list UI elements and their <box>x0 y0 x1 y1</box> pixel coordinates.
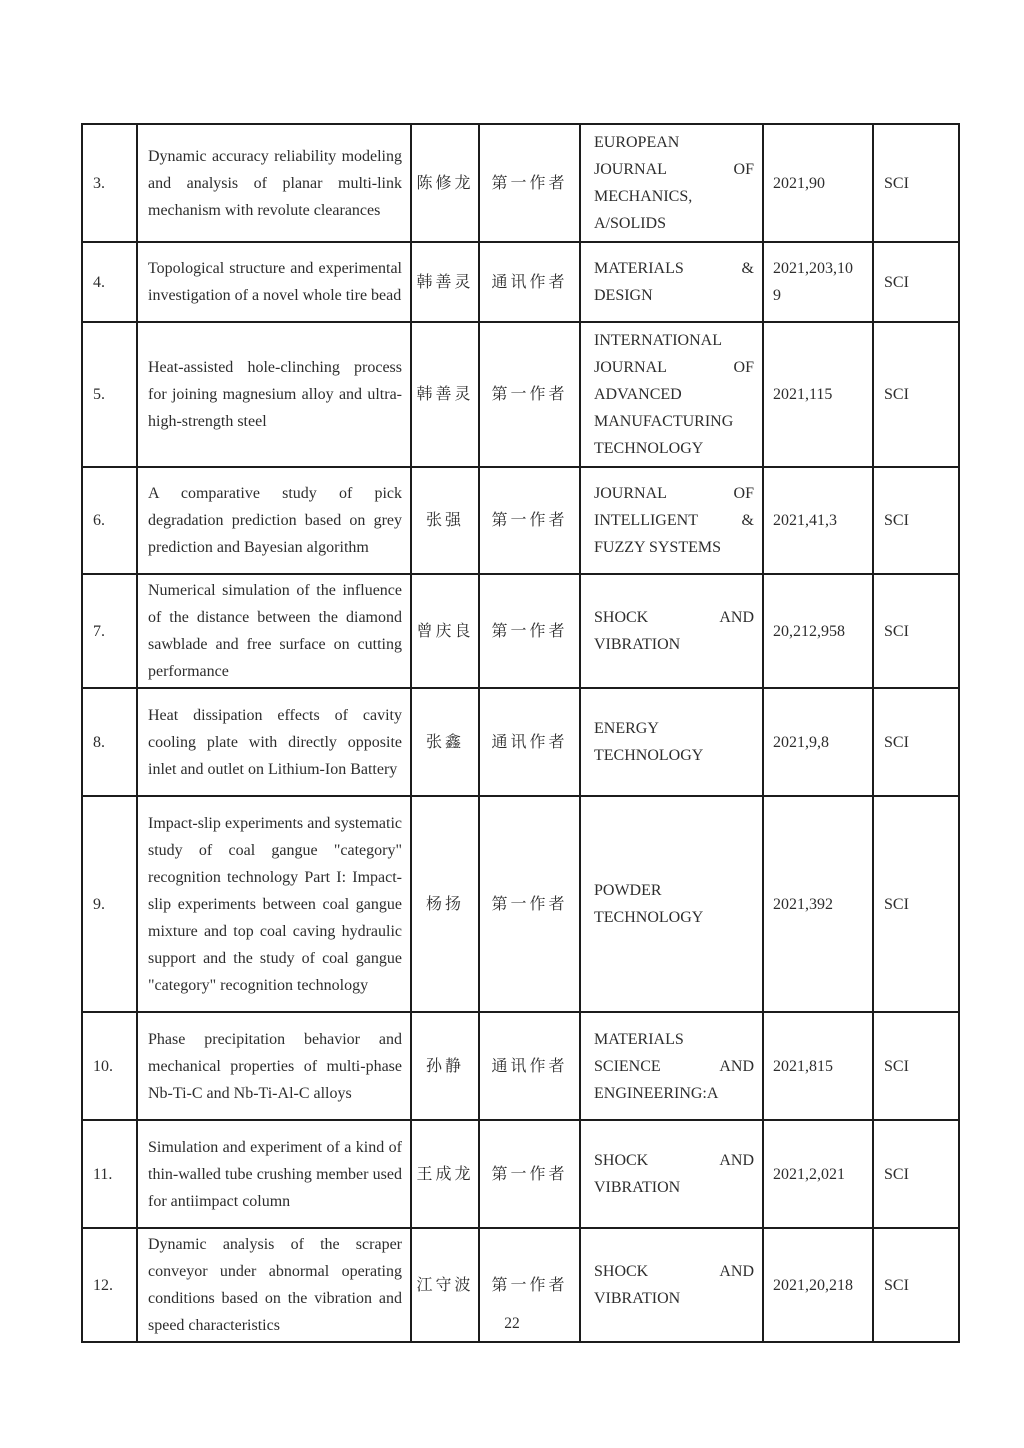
table-row <box>82 688 959 796</box>
row-number-cell: 7. <box>82 574 137 688</box>
row-number-cell: 10. <box>82 1012 137 1120</box>
journal-name-cell: ENERGY TECHNOLOGY <box>580 688 763 796</box>
index-type-cell: SCI <box>873 574 959 688</box>
table-row <box>82 574 959 688</box>
year-volume-cell: 2021,115 <box>763 322 873 467</box>
year-volume-cell: 2021,392 <box>763 796 873 1012</box>
row-number-cell: 9. <box>82 796 137 1012</box>
year-volume-cell: 2021,90 <box>763 124 873 242</box>
row-number-cell: 11. <box>82 1120 137 1228</box>
index-type-cell: SCI <box>873 467 959 574</box>
index-type-cell: SCI <box>873 1012 959 1120</box>
author-role-cell: 通讯作者 <box>479 1012 580 1120</box>
index-type-cell: SCI <box>873 322 959 467</box>
author-name-cell: 韩善灵 <box>411 242 479 322</box>
index-type-cell: SCI <box>873 124 959 242</box>
table-row <box>82 124 959 242</box>
author-role-cell: 第一作者 <box>479 124 580 242</box>
author-role-cell: 第一作者 <box>479 574 580 688</box>
author-name-cell: 曾庆良 <box>411 574 479 688</box>
paper-title-cell: Phase precipitation behavior and mechanical properties of multi-phase Nb-Ti-C and Nb-Ti-Al-C alloys <box>137 1012 411 1120</box>
year-volume-cell: 2021,2,021 <box>763 1120 873 1228</box>
journal-name-cell: POWDER TECHNOLOGY <box>580 796 763 1012</box>
index-type-cell: SCI <box>873 796 959 1012</box>
paper-title-cell: A comparative study of pick degradation prediction based on grey prediction and Bayesian algorithm <box>137 467 411 574</box>
journal-name-cell: SHOCK AND VIBRATION <box>580 1120 763 1228</box>
paper-title-cell: Dynamic accuracy reliability modeling and analysis of planar multi-link mechanism with revolute clearances <box>137 124 411 242</box>
author-name-cell: 孙静 <box>411 1012 479 1120</box>
row-number-cell: 8. <box>82 688 137 796</box>
table-row <box>82 467 959 574</box>
author-name-cell: 韩善灵 <box>411 322 479 467</box>
journal-name-cell: EUROPEAN JOURNAL OF MECHANICS, A/SOLIDS <box>580 124 763 242</box>
paper-title-cell: Dynamic analysis of the scraper conveyor under abnormal operating conditions based on the vibration and speed characteristics <box>137 1228 411 1342</box>
author-role-cell: 第一作者 <box>479 1228 580 1342</box>
row-number-cell: 4. <box>82 242 137 322</box>
year-volume-cell: 2021,9,8 <box>763 688 873 796</box>
author-name-cell: 陈修龙 <box>411 124 479 242</box>
index-type-cell: SCI <box>873 688 959 796</box>
row-number-cell: 3. <box>82 124 137 242</box>
year-volume-cell: 2021,41,3 <box>763 467 873 574</box>
year-volume-cell: 2021,203,109 <box>763 242 873 322</box>
index-type-cell: SCI <box>873 242 959 322</box>
publications-table-body <box>82 124 959 1342</box>
year-volume-cell: 2021,20,218 <box>763 1228 873 1342</box>
author-role-cell: 通讯作者 <box>479 688 580 796</box>
table-row <box>82 322 959 467</box>
table-row <box>82 1120 959 1228</box>
author-name-cell: 张鑫 <box>411 688 479 796</box>
author-role-cell: 第一作者 <box>479 1120 580 1228</box>
author-role-cell: 通讯作者 <box>479 242 580 322</box>
author-name-cell: 王成龙 <box>411 1120 479 1228</box>
row-number-cell: 5. <box>82 322 137 467</box>
paper-title-cell: Heat-assisted hole-clinching process for joining magnesium alloy and ultra-high-strength steel <box>137 322 411 467</box>
year-volume-cell: 20,212,958 <box>763 574 873 688</box>
journal-name-cell: SHOCK AND VIBRATION <box>580 1228 763 1342</box>
journal-name-cell: MATERIALS SCIENCE AND ENGINEERING:A <box>580 1012 763 1120</box>
paper-title-cell: Heat dissipation effects of cavity cooling plate with directly opposite inlet and outlet on Lithium-Ion Battery <box>137 688 411 796</box>
author-role-cell: 第一作者 <box>479 796 580 1012</box>
paper-title-cell: Impact-slip experiments and systematic study of coal gangue "category" recognition technology Part I: Impact-slip experiments between coal gangue mixture and top coal caving hydraulic support and the study of coal gangue "category" recognition technology <box>137 796 411 1012</box>
author-name-cell: 江守波 <box>411 1228 479 1342</box>
journal-name-cell: MATERIALS & DESIGN <box>580 242 763 322</box>
author-name-cell: 张强 <box>411 467 479 574</box>
paper-title-cell: Numerical simulation of the influence of the distance between the diamond sawblade and free surface on cutting performance <box>137 574 411 688</box>
author-name-cell: 杨扬 <box>411 796 479 1012</box>
author-role-cell: 第一作者 <box>479 322 580 467</box>
year-volume-cell: 2021,815 <box>763 1012 873 1120</box>
journal-name-cell: SHOCK AND VIBRATION <box>580 574 763 688</box>
table-row <box>82 242 959 322</box>
publications-table <box>81 123 960 1343</box>
page-number: 22 <box>504 1315 520 1332</box>
index-type-cell: SCI <box>873 1228 959 1342</box>
row-number-cell: 12. <box>82 1228 137 1342</box>
journal-name-cell: JOURNAL OF INTELLIGENT & FUZZY SYSTEMS <box>580 467 763 574</box>
row-number-cell: 6. <box>82 467 137 574</box>
table-row <box>82 796 959 1012</box>
author-role-cell: 第一作者 <box>479 467 580 574</box>
paper-title-cell: Simulation and experiment of a kind of thin-walled tube crushing member used for antiimpact column <box>137 1120 411 1228</box>
table-row <box>82 1012 959 1120</box>
paper-title-cell: Topological structure and experimental investigation of a novel whole tire bead <box>137 242 411 322</box>
journal-name-cell: INTERNATIONAL JOURNAL OF ADVANCED MANUFACTURING TECHNOLOGY <box>580 322 763 467</box>
index-type-cell: SCI <box>873 1120 959 1228</box>
